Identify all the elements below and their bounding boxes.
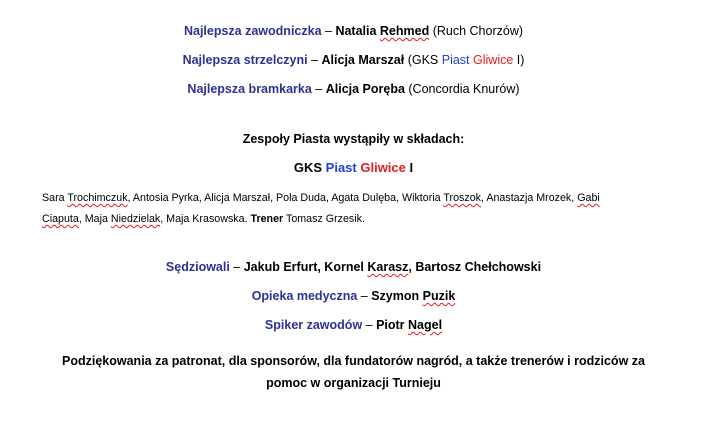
name-part: Jakub Erfurt, Kornel <box>243 260 368 274</box>
club-name: (Concordia Knurów) <box>404 82 520 96</box>
spellcheck-word: Rehmed <box>379 24 430 38</box>
separator: – <box>357 289 372 303</box>
spellcheck-word: Puzik <box>422 289 456 303</box>
roster-text: , Maja Krasowska. <box>160 213 251 225</box>
player-name <box>335 24 429 38</box>
spellcheck-word: Niedzielak <box>110 213 161 225</box>
spellcheck-word: Trochimczuk <box>67 192 128 204</box>
staff-names <box>244 260 541 274</box>
coach-label: Trener <box>250 213 284 225</box>
spellcheck-word: Ciaputa <box>42 213 79 225</box>
staff-medical <box>0 289 707 303</box>
team-name <box>0 160 707 175</box>
teams-heading: Zespoły Piasta wystąpiły w składach: <box>242 132 465 146</box>
separator: – <box>311 82 326 96</box>
roster-text: Sara <box>42 192 68 204</box>
staff-label: Spiker zawodów <box>264 318 363 332</box>
spellcheck-word: Karasz <box>367 260 409 274</box>
roster-paragraph <box>42 188 672 230</box>
club-open: (GKS <box>404 53 442 67</box>
staff-referees <box>0 260 707 274</box>
club-gliwice: Gliwice <box>473 53 514 67</box>
award-best-scorer <box>0 53 707 67</box>
staff-label: Sędziowali <box>165 260 230 274</box>
staff-label: Opieka medyczna <box>251 289 358 303</box>
team-gliwice: Gliwice <box>360 160 406 175</box>
spellcheck-word: Troszok <box>443 192 481 204</box>
player-name: Alicja Poręba <box>325 82 405 96</box>
thanks-line-2: pomoc w organizacji Turnieju <box>266 376 441 390</box>
separator: – <box>229 260 244 274</box>
roster-text: , Maja <box>78 213 111 225</box>
spellcheck-word: Nagel <box>408 318 443 332</box>
player-name: Alicja Marszał <box>321 53 405 67</box>
coach-name: Tomasz Grzesik. <box>283 213 365 225</box>
staff-names <box>376 318 442 332</box>
name-part: , Bartosz Chełchowski <box>408 260 542 274</box>
award-best-goalkeeper <box>0 82 707 96</box>
roster-text: , Anastazja Mrozek, <box>480 192 578 204</box>
roster-text: , Antosia Pyrka, Alicja Marszał, Pola Duda, Agata Dulęba, Wiktoria <box>127 192 444 204</box>
staff-names <box>371 289 455 303</box>
award-label: Najlepsza bramkarka <box>187 82 312 96</box>
team-suffix: I <box>405 160 414 175</box>
roster-line-1 <box>42 188 672 209</box>
club-close: I) <box>513 53 525 67</box>
name-part: Piotr <box>376 318 409 332</box>
spellcheck-word: Gabi <box>577 192 600 204</box>
award-best-player <box>0 24 707 38</box>
team-gks: GKS <box>293 160 326 175</box>
roster-line-2 <box>42 209 672 230</box>
thanks-line-1: Podziękowania za patronat, dla sponsorów, dla fundatorów nagród, a także trenerów i rodziców za <box>62 354 645 368</box>
award-label: Najlepsza zawodniczka <box>183 24 322 38</box>
separator: – <box>362 318 377 332</box>
separator: – <box>307 53 322 67</box>
club-piast: Piast <box>441 53 470 67</box>
team-piast: Piast <box>325 160 357 175</box>
award-label: Najlepsza strzelczyni <box>182 53 308 67</box>
club-name: (Ruch Chorzów) <box>429 24 524 38</box>
name-part: Natalia <box>335 24 380 38</box>
separator: – <box>321 24 336 38</box>
staff-speaker <box>0 318 707 332</box>
name-part: Szymon <box>371 289 423 303</box>
